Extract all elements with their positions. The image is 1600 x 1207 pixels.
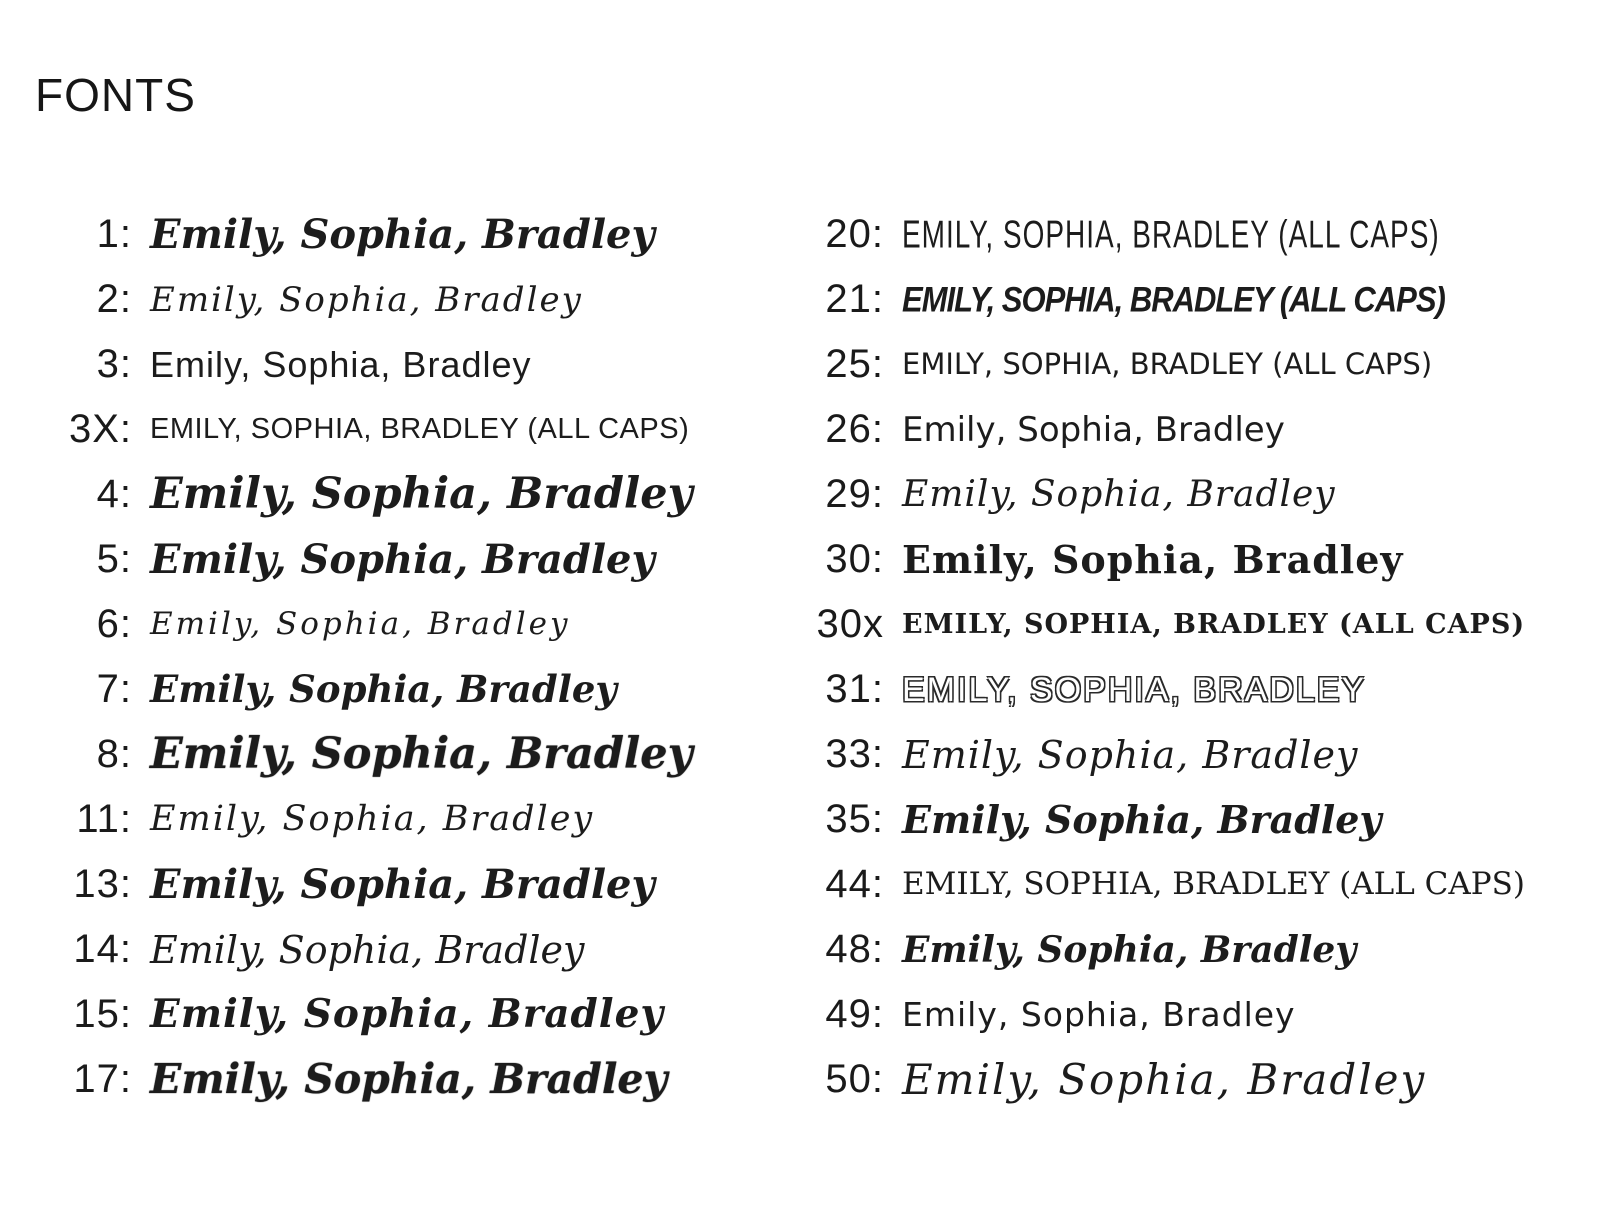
font-sample-text: EMILY, SOPHIA, BRADLEY (ALL CAPS): [902, 609, 1526, 640]
font-number: 14:: [73, 927, 132, 971]
font-sample-row-21: [772, 267, 1572, 332]
font-sample-row-17: [40, 1047, 760, 1112]
font-sample-text: Emily, Sophia, Bradley: [150, 667, 617, 711]
font-number: 3:: [96, 342, 132, 386]
font-column-left: [40, 202, 760, 1112]
font-sample-row-48: [772, 917, 1572, 982]
font-number: 48:: [825, 927, 884, 971]
font-sample-row-8: [40, 722, 760, 787]
font-sample-text: EMILY, SOPHIA, BRADLEY (ALL CAPS): [902, 212, 1440, 256]
font-sample-row-20: [772, 202, 1572, 267]
font-sample-text: EMILY, SOPHIA, BRADLEY: [902, 670, 1367, 709]
font-number: 6:: [96, 602, 132, 646]
font-sample-row-31: [772, 657, 1572, 722]
font-sample-text: Emily, Sophia, Bradley: [150, 606, 571, 642]
font-sample-row-13: [40, 852, 760, 917]
font-sample-row-6: [40, 592, 760, 657]
font-number: 29:: [825, 472, 884, 516]
font-number: 26:: [825, 407, 884, 451]
font-sample-text: Emily, Sophia, Bradley: [150, 860, 655, 908]
font-sample-text: Emily, Sophia, Bradley: [902, 1054, 1427, 1104]
font-number: 21:: [825, 277, 884, 321]
font-number: 17:: [73, 1057, 132, 1101]
font-sample-text: Emily, Sophia, Bradley: [150, 927, 585, 972]
font-number: 25:: [825, 342, 884, 386]
font-sample-text: Emily, Sophia, Bradley: [150, 343, 532, 385]
font-sample-text: Emily, Sophia, Bradley: [902, 732, 1359, 777]
font-sample-row-2: [40, 267, 760, 332]
font-number: 50:: [825, 1057, 884, 1101]
font-column-right: [772, 202, 1572, 1112]
page-title: FONTS: [35, 69, 196, 121]
font-number: 33:: [825, 732, 884, 776]
font-sample-row-49: [772, 982, 1572, 1047]
font-sample-text: EMILY, SOPHIA, BRADLEY (ALL CAPS): [902, 866, 1525, 902]
font-sample-row-44: [772, 852, 1572, 917]
font-sample-row-33: [772, 722, 1572, 787]
font-sample-text: Emily, Sophia, Bradley: [902, 473, 1336, 515]
font-sample-text: Emily, Sophia, Bradley: [150, 210, 655, 258]
font-sample-row-30: [772, 527, 1572, 592]
font-sample-text: EMILY, SOPHIA, BRADLEY (ALL CAPS): [150, 413, 690, 445]
font-sample-row-1: [40, 202, 760, 267]
font-sample-text: Emily, Sophia, Bradley: [150, 279, 583, 320]
font-sample-row-50: [772, 1047, 1572, 1112]
font-sample-text: Emily, Sophia, Bradley: [150, 469, 693, 519]
font-number: 30:: [825, 537, 884, 581]
font-number: 7:: [96, 667, 132, 711]
font-sample-row-26: [772, 397, 1572, 462]
font-sample-text: Emily, Sophia, Bradley: [150, 535, 655, 583]
font-sample-row-14: [40, 917, 760, 982]
font-number: 4:: [96, 472, 132, 516]
font-number: 49:: [825, 992, 884, 1036]
font-number: 30x: [816, 602, 884, 646]
font-number: 15:: [73, 992, 132, 1036]
font-sample-row-3x: [40, 397, 760, 462]
font-sample-text: EMILY, SOPHIA, BRADLEY (ALL CAPS): [902, 347, 1433, 381]
font-number: 31:: [825, 667, 884, 711]
font-number: 13:: [73, 862, 132, 906]
font-sample-row-3: [40, 332, 760, 397]
font-sample-row-30x: [772, 592, 1572, 657]
font-sample-text: Emily, Sophia, Bradley: [150, 1055, 668, 1103]
font-sample-text: Emily, Sophia, Bradley: [150, 799, 595, 839]
font-sample-row-25: [772, 332, 1572, 397]
font-sample-row-29: [772, 462, 1572, 527]
font-number: 20:: [825, 212, 884, 256]
font-number: 3X:: [68, 407, 132, 451]
font-sample-text: Emily, Sophia, Bradley: [902, 796, 1382, 842]
font-sample-text: Emily, Sophia, Bradley: [150, 991, 665, 1037]
font-sample-row-15: [40, 982, 760, 1047]
font-number: 11:: [76, 797, 132, 841]
font-sample-row-11: [40, 787, 760, 852]
font-sample-text: Emily, Sophia, Bradley: [902, 995, 1296, 1034]
font-sample-row-5: [40, 527, 760, 592]
font-sample-text: EMILY, SOPHIA, BRADLEY (ALL CAPS): [902, 279, 1445, 320]
font-sample-row-35: [772, 787, 1572, 852]
font-sample-row-7: [40, 657, 760, 722]
font-sample-text: Emily, Sophia, Bradley: [902, 536, 1404, 582]
font-number: 8:: [96, 732, 132, 776]
font-sample-text: Emily, Sophia, Bradley: [902, 928, 1357, 971]
font-sample-row-4: [40, 462, 760, 527]
font-number: 5:: [96, 537, 132, 581]
font-number: 1:: [96, 212, 132, 256]
font-number: 2:: [96, 277, 132, 321]
font-number: 35:: [825, 797, 884, 841]
font-sample-text: Emily, Sophia, Bradley: [902, 409, 1285, 450]
font-sample-text: Emily, Sophia, Bradley: [150, 729, 693, 779]
font-number: 44:: [825, 862, 884, 906]
